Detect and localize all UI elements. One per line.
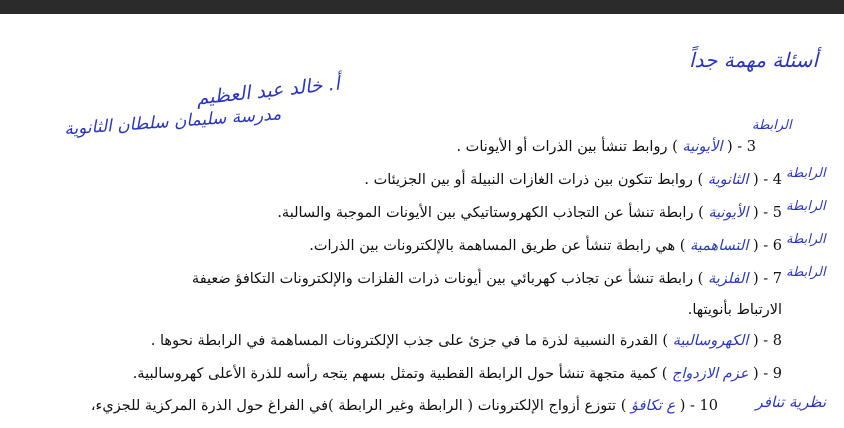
- question-9: 9 - ( عزم الازدواج ) كمية متجهة تنشأ حول الرابطة القطبية وتمثل بسهم يتجه رأسه للذرة الأعلى كهروسالبية.: [132, 366, 782, 382]
- question-7-continued: الارتباط بأنويتها.: [687, 302, 782, 318]
- marker-label-6: الرابطة: [786, 232, 826, 247]
- marker-label-7: الرابطة: [786, 265, 826, 280]
- answer-10: ع تكافؤ: [631, 398, 676, 414]
- answer-8: الكهروسالبية: [672, 333, 749, 349]
- answer-9: عزم الازدواج: [671, 366, 749, 382]
- top-bar: [0, 0, 844, 14]
- question-3: 3 - ( الأيونية ) روابط تنشأ بين الذرات أو الأيونات .: [456, 139, 756, 155]
- marker-label-5: الرابطة: [786, 199, 826, 214]
- theory-label: نظرية تنافر: [755, 393, 826, 411]
- question-8: 8 - ( الكهروسالبية ) القدرة النسبية لذرة ما في جزئ على جذب الإلكترونات المساهمة في الرابطة نحوها .: [150, 333, 782, 349]
- answer-6: التساهمية: [690, 238, 749, 254]
- question-10: 10 - ( ع تكافؤ ) تتوزع أزواج الإلكترونات ( الرابطة وغير الرابطة )في الفراغ حول الذرة المركزية للجزيء،: [90, 398, 718, 414]
- header-note: أسئلة مهمة جداً: [688, 48, 818, 72]
- question-7: 7 - ( الفلزية ) رابطة تنشأ عن تجاذب كهربائي بين أيونات ذرات الفلزات والإلكترونات التكافؤ ضعيفة: [191, 271, 782, 287]
- question-5: 5 - ( الأيونية ) رابطة تنشأ عن التجاذب الكهروستاتيكي بين الأيونات الموجبة والسالبة.: [277, 205, 782, 221]
- answer-5: الأيونية: [708, 205, 749, 221]
- question-6: 6 - ( التساهمية ) هي رابطة تنشأ عن طريق المساهمة بالإلكترونات بين الذرات.: [309, 238, 782, 254]
- answer-3: الأيونية: [682, 139, 723, 155]
- school-name: مدرسة سليمان سلطان الثانوية: [63, 104, 282, 140]
- question-4: 4 - ( الثانوية ) روابط تتكون بين ذرات الغازات النبيلة أو بين الجزيئات .: [364, 172, 782, 188]
- answer-4: الثانوية: [707, 172, 749, 188]
- marker-label-4: الرابطة: [786, 166, 826, 181]
- author-signature: أ. خالد عبد العظيم: [195, 72, 341, 110]
- answer-7: الفلزية: [707, 271, 749, 287]
- marker-label-3: الرابطة: [752, 118, 792, 133]
